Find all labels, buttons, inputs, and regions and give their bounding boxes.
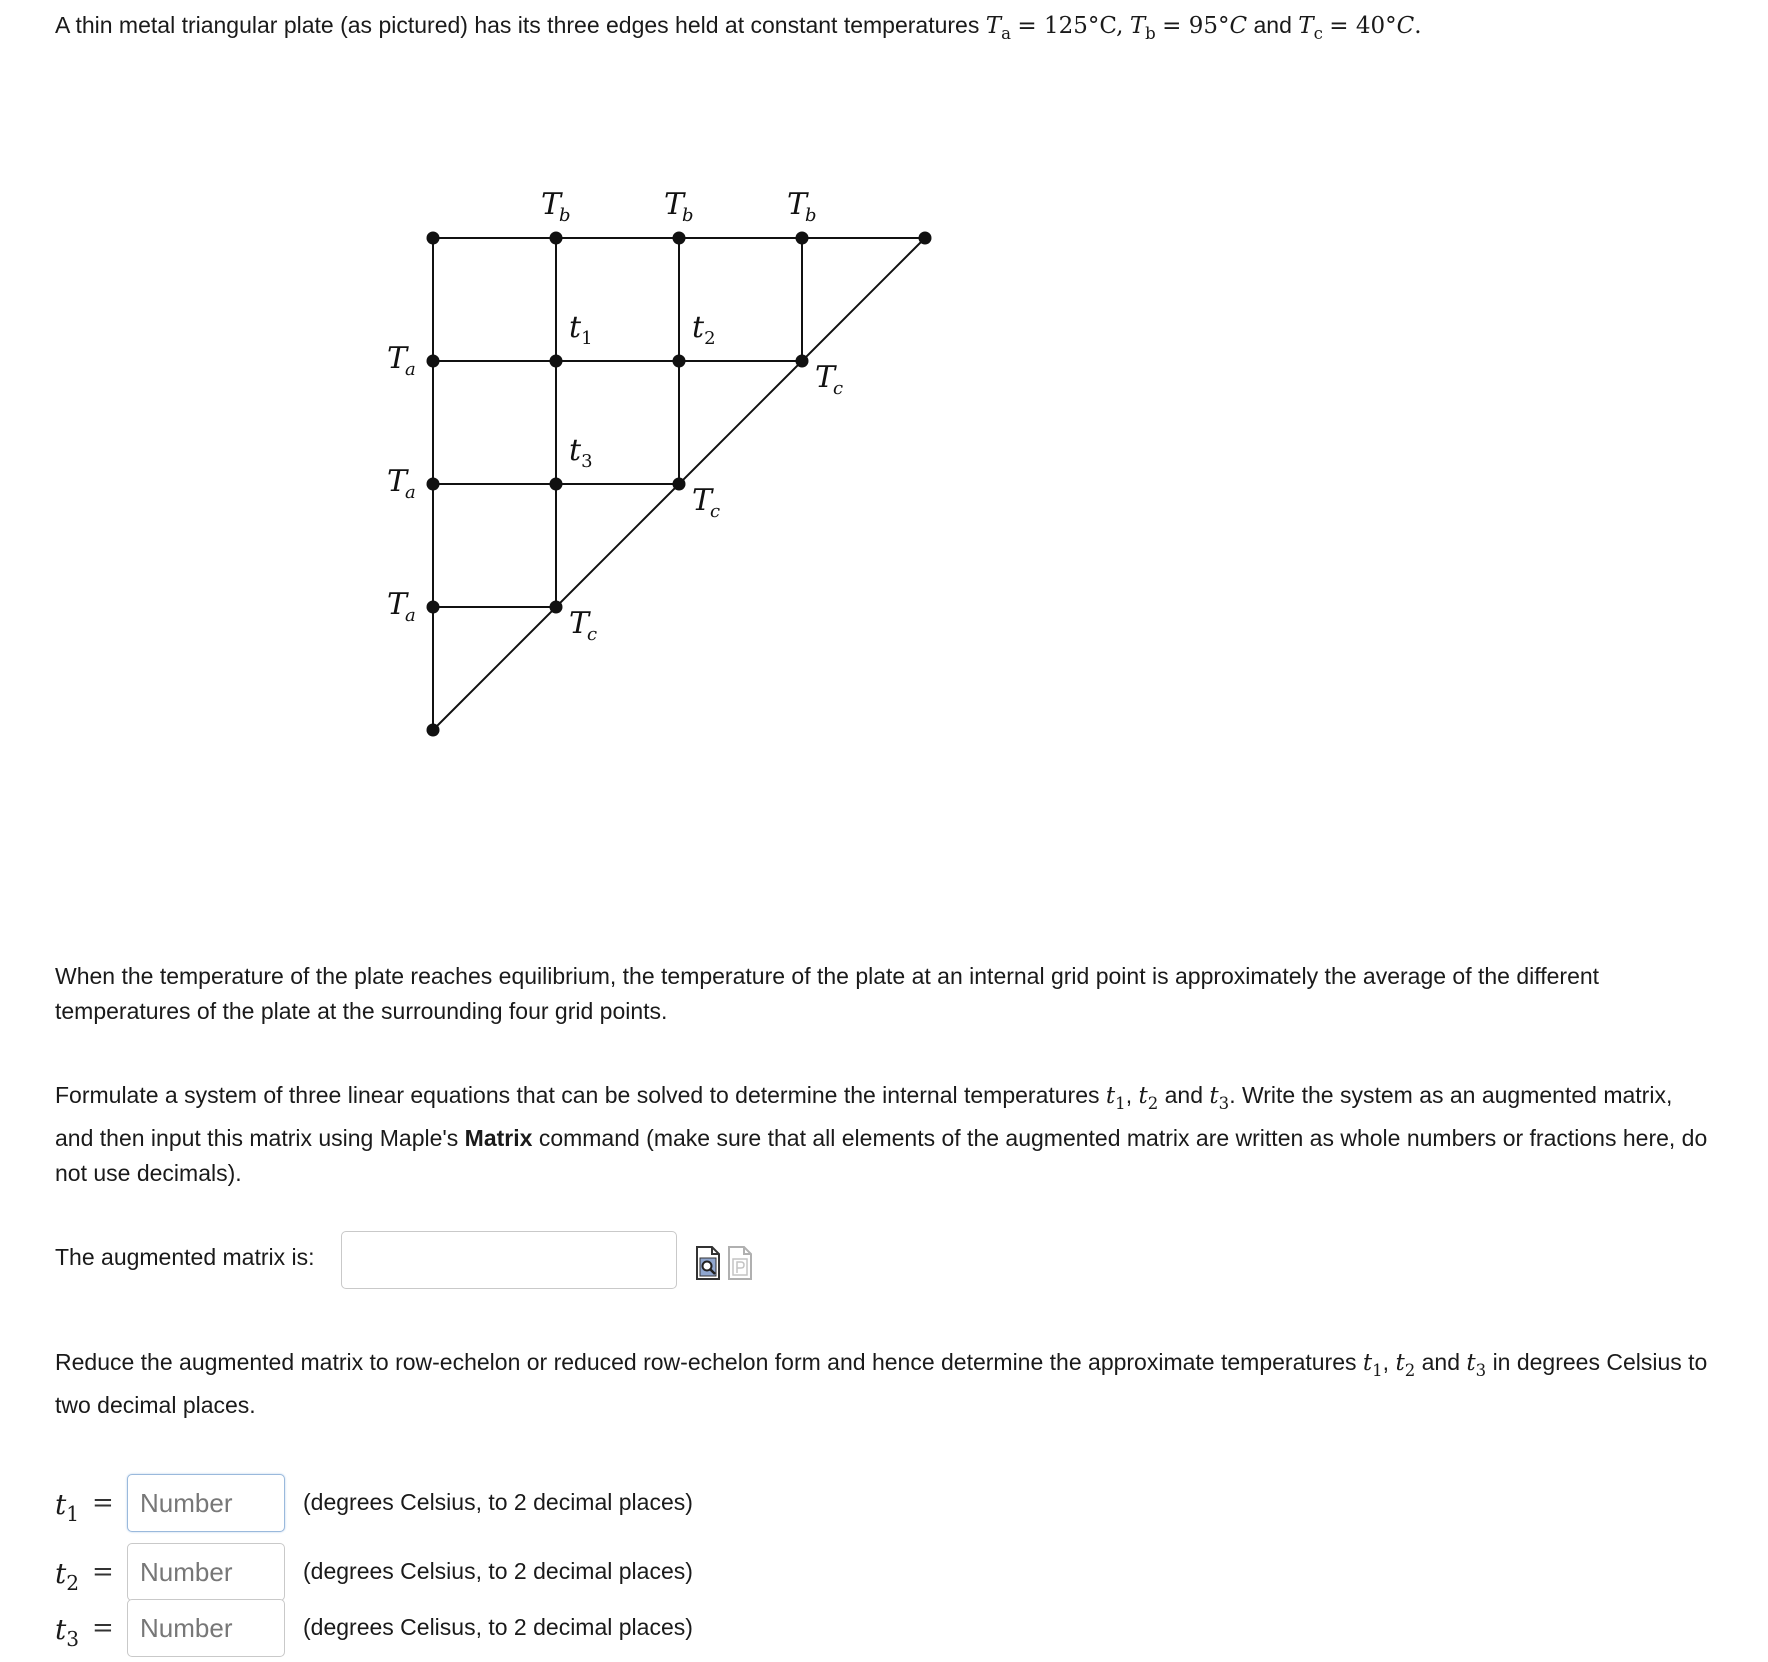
grid-node	[919, 232, 932, 245]
t1-symbol: $t_1$	[1105, 1083, 1126, 1113]
tb-value: = 95°C	[1162, 13, 1248, 39]
equals-sign: =	[92, 1557, 114, 1587]
answer-unit-label: (degrees Celisus, to 2 decimal places)	[303, 1614, 693, 1640]
formulate-paragraph: Formulate a system of three linear equations that can be solved to determine the internal temperatures $t_1$, $t_2$ and $t_3$. Write the system as an augmented matrix, and then input this matrix using Maple's Matrix command (make sure that all elements of the augmented matrix are written as whole numbers or fractions here, do not use decimals).	[55, 1082, 1708, 1186]
grid-node	[550, 478, 563, 491]
tc-label: Tc	[692, 483, 721, 522]
answer-var-label: $t_1$	[55, 1488, 80, 1527]
t1-symbol: $t_1$	[1362, 1350, 1383, 1380]
t3-label: $t_3$	[569, 433, 593, 472]
matrix-label: The augmented matrix is:	[55, 1244, 315, 1270]
augmented-matrix-input[interactable]	[341, 1231, 677, 1289]
t1-number-input[interactable]	[127, 1474, 285, 1532]
answer-unit-label: (degrees Celsius, to 2 decimal places)	[303, 1558, 693, 1584]
intro-and: and	[1253, 12, 1292, 38]
grid-node	[550, 232, 563, 245]
grid-node	[427, 601, 440, 614]
grid-node	[427, 232, 440, 245]
answer-unit-label: (degrees Celsius, to 2 decimal places)	[303, 1489, 693, 1515]
grid-node	[673, 232, 686, 245]
ta-symbol: $T_a$	[985, 13, 1011, 43]
tc-label: Tc	[569, 606, 598, 645]
t3-symbol: $t_3$	[1209, 1083, 1230, 1113]
equals-sign: =	[92, 1488, 114, 1518]
t3-symbol: $t_3$	[1466, 1350, 1487, 1380]
grid-node	[796, 232, 809, 245]
grid-node	[796, 355, 809, 368]
t2-symbol: $t_2$	[1138, 1083, 1159, 1113]
answer-var-label: $t_2$	[55, 1557, 80, 1596]
grid-node	[427, 478, 440, 491]
maple-help-icon[interactable]	[727, 1246, 753, 1280]
tc-label: Tc	[815, 360, 844, 399]
tb-label: Tb	[664, 187, 694, 226]
equilibrium-paragraph: When the temperature of the plate reaches equilibrium, the temperature of the plate at an internal grid point is approximately the average of the different temperatures of the plate at the surrounding four grid points.	[55, 963, 1600, 1024]
grid-node	[550, 355, 563, 368]
intro-text: A thin metal triangular plate (as pictured) has its three edges held at constant temperatures	[55, 12, 980, 38]
tc-symbol: $T_c$	[1298, 13, 1323, 43]
grid-node	[550, 601, 563, 614]
grid-node	[673, 355, 686, 368]
tb-symbol: $T_b$	[1129, 13, 1156, 43]
tc-value: = 40°C.	[1329, 13, 1422, 39]
ta-label: Ta	[387, 587, 416, 626]
answer-var-label: $t_3$	[55, 1613, 80, 1652]
matrix-command-bold: Matrix	[464, 1124, 533, 1151]
tb-label: Tb	[787, 187, 817, 226]
triangular-plate-diagram	[0, 0, 1768, 820]
preview-icon[interactable]	[695, 1246, 721, 1280]
ta-value: = 125°C,	[1017, 13, 1124, 39]
t3-number-input[interactable]	[127, 1599, 285, 1657]
t2-symbol: $t_2$	[1395, 1350, 1416, 1380]
tb-label: Tb	[541, 187, 571, 226]
t1-label: $t_1$	[569, 310, 593, 349]
equals-sign: =	[92, 1613, 114, 1643]
ta-label: Ta	[387, 464, 416, 503]
reduce-paragraph: Reduce the augmented matrix to row-echelon or reduced row-echelon form and hence determine the approximate temperatures $t_1$, $t_2$ and $t_3$ in degrees Celsius to two decimal places.	[55, 1349, 1708, 1418]
grid-node	[427, 355, 440, 368]
grid-node	[673, 478, 686, 491]
t2-label: $t_2$	[692, 310, 716, 349]
grid-node	[427, 724, 440, 737]
t2-number-input[interactable]	[127, 1543, 285, 1601]
ta-label: Ta	[387, 341, 416, 380]
diagram-labels	[387, 187, 843, 645]
